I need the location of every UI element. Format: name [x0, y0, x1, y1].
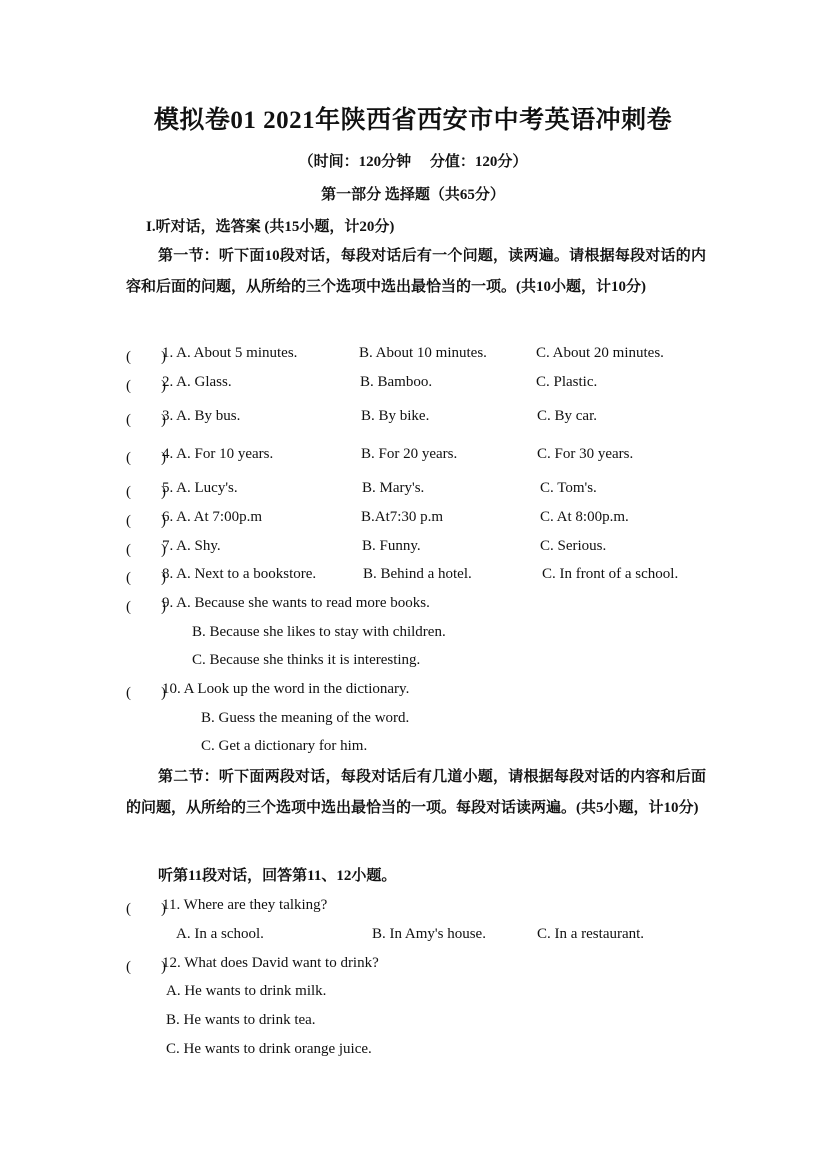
option-b: B. Guess the meaning of the word. — [201, 710, 410, 726]
option-c: C. Get a dictionary for him. — [201, 738, 368, 754]
answer-blank[interactable]: ( ) — [126, 901, 166, 917]
option-c: C. Because she thinks it is interesting. — [192, 652, 421, 668]
page-title: 模拟卷01 2021年陕西省西安市中考英语冲刺卷 — [153, 107, 673, 134]
option-b: B. In Amy's house. — [372, 926, 486, 942]
question-10 — [126, 681, 726, 703]
option-c: C. He wants to drink orange juice. — [166, 1041, 372, 1057]
option-b: B. Funny. — [362, 538, 421, 554]
question-4 — [126, 446, 726, 468]
question-stem: 3. A. By bus. — [162, 408, 241, 424]
option-b: B. Because she likes to stay with children. — [192, 624, 446, 640]
answer-blank[interactable]: ( ) — [126, 378, 166, 394]
question-stem: 1. A. About 5 minutes. — [162, 345, 298, 361]
question-stem: 12. What does David want to drink? — [162, 955, 379, 971]
question-stem: 11. Where are they talking? — [162, 897, 328, 913]
question-stem: 4. A. For 10 years. — [162, 446, 274, 462]
section-heading: I.听对话，选答案 (共15小题，计20分) — [146, 219, 395, 235]
part-heading: 第一部分 选择题（共65分） — [321, 187, 505, 203]
option-c: C. Serious. — [540, 538, 607, 554]
exam-time-score: （时间：120分钟 分值：120分） — [298, 154, 528, 170]
answer-blank[interactable]: ( ) — [126, 412, 166, 428]
answer-blank[interactable]: ( ) — [126, 349, 166, 365]
option-b: B. Behind a hotel. — [363, 566, 472, 582]
answer-blank[interactable]: ( ) — [126, 599, 166, 615]
answer-blank[interactable]: ( ) — [126, 685, 166, 701]
question-stem: 7. A. Shy. — [162, 538, 221, 554]
option-b: B. For 20 years. — [361, 446, 458, 462]
option-b: B.At7:30 p.m — [361, 509, 444, 525]
question-5 — [126, 480, 726, 502]
option-c: C. About 20 minutes. — [536, 345, 664, 361]
option-b: B. About 10 minutes. — [359, 345, 487, 361]
answer-blank[interactable]: ( ) — [126, 570, 166, 586]
answer-blank[interactable]: ( ) — [126, 959, 166, 975]
option-a: A. In a school. — [176, 926, 264, 942]
question-stem: 6. A. At 7:00p.m — [162, 509, 263, 525]
section-instructions: 第一节：听下面10段对话，每段对话后有一个问题，读两遍。请根据每段对话的内容和后面的问题，从所给的三个选项中选出最恰当的一项。(共10小题，计10分) — [126, 248, 706, 295]
option-c: C. In a restaurant. — [537, 926, 645, 942]
answer-blank[interactable]: ( ) — [126, 484, 166, 500]
option-b: B. By bike. — [361, 408, 430, 424]
question-1 — [126, 345, 726, 367]
option-b: B. He wants to drink tea. — [166, 1012, 316, 1028]
option-a: A. He wants to drink milk. — [166, 983, 327, 999]
answer-blank[interactable]: ( ) — [126, 450, 166, 466]
question-stem: 5. A. Lucy's. — [162, 480, 238, 496]
option-c: C. By car. — [537, 408, 597, 424]
option-b: B. Bamboo. — [360, 374, 433, 390]
question-stem: 8. A. Next to a bookstore. — [162, 566, 317, 582]
question-2 — [126, 374, 726, 396]
option-c: C. In front of a school. — [542, 566, 679, 582]
question-3 — [126, 408, 726, 430]
answer-blank[interactable]: ( ) — [126, 513, 166, 529]
question-6 — [126, 509, 726, 531]
answer-blank[interactable]: ( ) — [126, 542, 166, 558]
option-c: C. At 8:00p.m. — [540, 509, 629, 525]
section-instructions: 第二节：听下面两段对话，每段对话后有几道小题，请根据每段对话的内容和后面的问题，从所给的三个选项中选出最恰当的一项。每段对话读两遍。(共5小题，计10分) — [126, 769, 706, 816]
option-b: B. Mary's. — [362, 480, 425, 496]
question-11 — [126, 897, 726, 919]
option-c: C. For 30 years. — [537, 446, 634, 462]
question-stem: 10. A Look up the word in the dictionary. — [162, 681, 410, 697]
question-12 — [126, 955, 726, 977]
option-c: C. Plastic. — [536, 374, 598, 390]
dialog-lead: 听第11段对话，回答第11、12小题。 — [158, 868, 397, 884]
question-stem: 9. A. Because she wants to read more books. — [162, 595, 430, 611]
question-9 — [126, 595, 726, 617]
question-8 — [126, 566, 726, 588]
question-stem: 2. A. Glass. — [162, 374, 232, 390]
question-7 — [126, 538, 726, 560]
option-c: C. Tom's. — [540, 480, 597, 496]
